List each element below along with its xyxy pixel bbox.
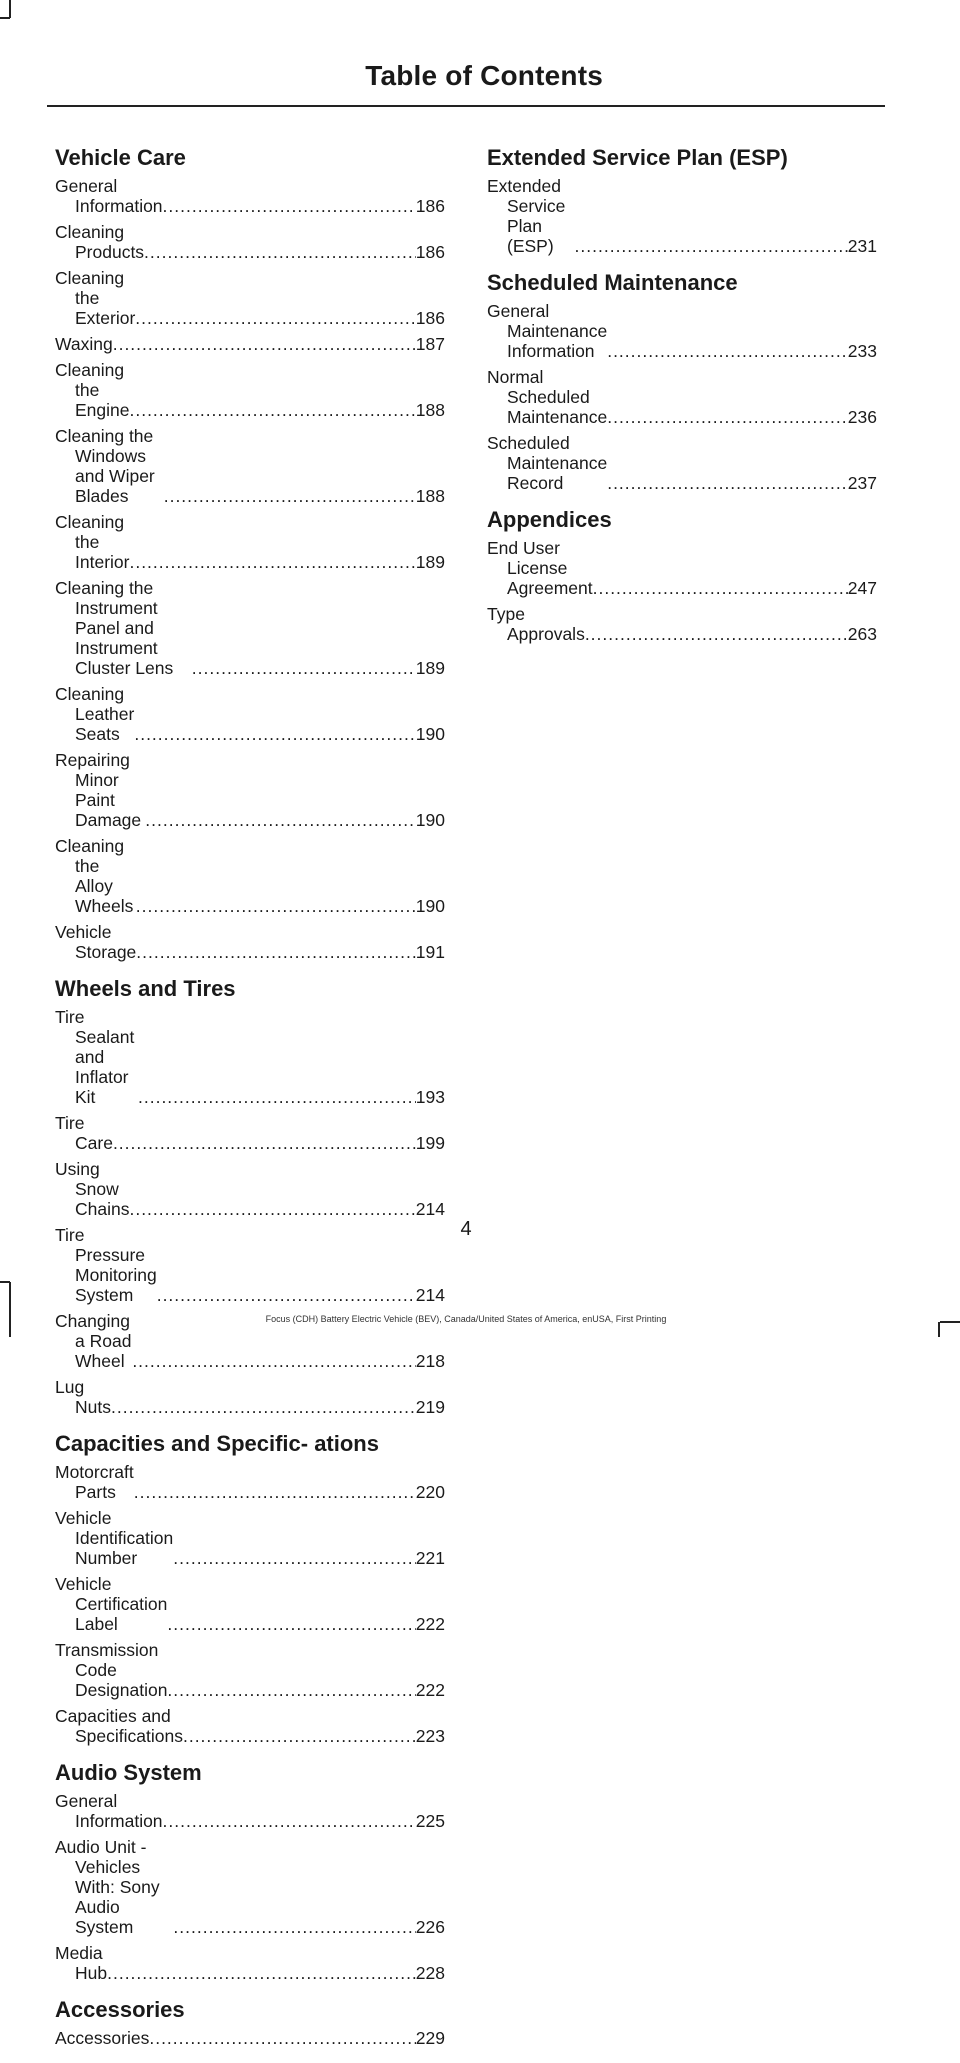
toc-entry[interactable] (55, 512, 445, 572)
toc-entry[interactable] (55, 176, 445, 216)
section-title: Capacities and Specific- ations (55, 1431, 379, 1456)
header-divider (47, 105, 885, 107)
toc-column-left (55, 146, 445, 2063)
toc-entry[interactable] (55, 222, 445, 262)
entry-title: Cleaning the Interior (55, 512, 130, 572)
dot-leader (129, 400, 415, 420)
entry-title: Vehicle Identification Number (55, 1508, 174, 1568)
dot-leader (163, 1811, 416, 1831)
entry-title: Waxing (55, 334, 113, 354)
entry-page-number: 190 (415, 896, 445, 916)
dot-leader (136, 896, 416, 916)
entry-title: Normal Scheduled Maintenance (487, 367, 608, 427)
toc-entry[interactable] (55, 1837, 445, 1937)
entry-title: Vehicle Certification Label (55, 1574, 168, 1634)
dot-leader (585, 624, 848, 644)
entry-title: Cleaning Leather Seats (55, 684, 135, 744)
toc-entry[interactable] (55, 750, 445, 830)
entry-page-number: 186 (415, 308, 445, 328)
dot-leader (167, 1614, 415, 1634)
toc-entry[interactable] (55, 1943, 445, 1983)
entry-title: Audio Unit - Vehicles With: Sony Audio System (55, 1837, 160, 1937)
dot-leader (135, 308, 416, 328)
toc-entry[interactable] (55, 268, 445, 328)
entry-page-number: 191 (415, 942, 445, 962)
dot-leader (107, 1963, 416, 1983)
entry-title: Extended Service Plan (ESP) (487, 176, 566, 256)
entry-page-number: 263 (847, 624, 877, 644)
dot-leader (164, 486, 416, 506)
dot-leader (134, 724, 415, 744)
entry-title: Cleaning the Instrument Panel and Instrument Cluster Lens (55, 578, 174, 678)
dot-leader (607, 341, 848, 361)
entry-page-number: 231 (847, 236, 877, 256)
dot-leader (113, 334, 416, 354)
entry-title: Cleaning Products (55, 222, 145, 262)
entry-page-number: 188 (415, 486, 445, 506)
section-title: Scheduled Maintenance (487, 270, 738, 295)
toc-section (487, 271, 877, 493)
entry-page-number: 186 (415, 196, 445, 216)
dot-leader (113, 1133, 416, 1153)
page-title: Table of Contents (365, 60, 603, 91)
toc-entry[interactable] (55, 426, 445, 506)
entry-page-number: 222 (415, 1680, 445, 1700)
toc-entry[interactable] (55, 2028, 445, 2048)
dot-leader (134, 1482, 416, 1502)
entry-title: Cleaning the Alloy Wheels (55, 836, 134, 916)
entry-page-number: 233 (847, 341, 877, 361)
dot-leader (163, 196, 416, 216)
toc-entry[interactable] (487, 367, 877, 427)
entry-page-number: 219 (415, 1397, 445, 1417)
entry-page-number: 229 (415, 2028, 445, 2048)
toc-entry[interactable] (487, 604, 877, 644)
entry-title: Repairing Minor Paint Damage (55, 750, 142, 830)
entry-page-number: 226 (415, 1917, 445, 1937)
toc-section (487, 146, 877, 256)
section-title: Audio System (55, 1760, 202, 1785)
toc-entry[interactable] (487, 176, 877, 256)
entry-page-number: 222 (415, 1614, 445, 1634)
toc-entry[interactable] (55, 1574, 445, 1634)
entry-title: Capacities and Specifications (55, 1706, 183, 1746)
dot-leader (145, 810, 416, 830)
toc-entry[interactable] (55, 1377, 445, 1417)
toc-entry[interactable] (487, 538, 877, 598)
entry-page-number: 189 (415, 658, 445, 678)
dot-leader (173, 1548, 416, 1568)
dot-leader (607, 473, 848, 493)
toc-entry[interactable] (55, 1159, 445, 1219)
dot-leader (129, 1199, 415, 1219)
toc-entry[interactable] (55, 1007, 445, 1107)
section-title: Accessories (55, 1997, 185, 2022)
entry-page-number: 186 (415, 242, 445, 262)
entry-page-number: 220 (415, 1482, 445, 1502)
entry-title: Scheduled Maintenance Record (487, 433, 608, 493)
entry-page-number: 228 (415, 1963, 445, 1983)
toc-entry[interactable] (55, 1640, 445, 1700)
entry-page-number: 236 (847, 407, 877, 427)
toc-entry[interactable] (55, 922, 445, 962)
dot-leader (607, 407, 848, 427)
dot-leader (144, 242, 416, 262)
entry-title: Cleaning the Windows and Wiper Blades (55, 426, 155, 506)
crop-mark (938, 1322, 940, 1337)
dot-leader (183, 1726, 416, 1746)
entry-title: Media Hub (55, 1943, 108, 1983)
section-title: Wheels and Tires (55, 976, 236, 1001)
dot-leader (129, 552, 415, 572)
dot-leader (192, 658, 416, 678)
toc-entry[interactable] (55, 1508, 445, 1568)
dot-leader (111, 1397, 416, 1417)
entry-page-number: 190 (415, 810, 445, 830)
entry-title: General Information (55, 176, 163, 216)
dot-leader (173, 1917, 415, 1937)
toc-section (55, 977, 445, 1417)
entry-title: Transmission Code Designation (55, 1640, 168, 1700)
toc-section (55, 1761, 445, 1983)
toc-entry[interactable] (55, 334, 445, 354)
entry-title: Tire Pressure Monitoring System (55, 1225, 157, 1305)
entry-title: Accessories (55, 2028, 150, 2048)
entry-title: Changing a Road Wheel (55, 1311, 132, 1371)
toc-entry[interactable] (55, 578, 445, 678)
toc-entry[interactable] (55, 1706, 445, 1746)
dot-leader (149, 2028, 415, 2048)
toc-section (487, 508, 877, 644)
entry-page-number: 221 (415, 1548, 445, 1568)
entry-page-number: 193 (415, 1087, 445, 1107)
entry-page-number: 214 (415, 1285, 445, 1305)
entry-title: Motorcraft Parts (55, 1462, 134, 1502)
crop-mark (9, 1282, 11, 1337)
dot-leader (593, 578, 848, 598)
entry-page-number: 190 (415, 724, 445, 744)
entry-page-number: 225 (415, 1811, 445, 1831)
crop-mark (9, 0, 11, 18)
entry-title: Lug Nuts (55, 1377, 111, 1417)
entry-title: Tire Care (55, 1113, 113, 1153)
entry-page-number: 199 (415, 1133, 445, 1153)
toc-entry[interactable] (487, 433, 877, 493)
entry-title: Type Approvals (487, 604, 585, 644)
entry-title: End User License Agreement (487, 538, 593, 598)
toc-section (55, 146, 445, 962)
toc-column-right (487, 146, 877, 659)
page-number: 4 (460, 1218, 472, 1240)
toc-entry[interactable] (55, 1462, 445, 1502)
entry-page-number: 237 (847, 473, 877, 493)
dot-leader (136, 942, 416, 962)
crop-mark (940, 1321, 960, 1323)
crop-mark (0, 17, 10, 19)
footer-text: Focus (CDH) Battery Electric Vehicle (BEV), Canada/United States of America, enUSA, First Printing (265, 1314, 667, 1324)
dot-leader (167, 1680, 415, 1700)
toc-section (55, 1432, 445, 1746)
dot-leader (157, 1285, 416, 1305)
section-title: Extended Service Plan (ESP) (487, 145, 788, 170)
entry-page-number: 188 (415, 400, 445, 420)
dot-leader (138, 1087, 416, 1107)
toc-entry[interactable] (55, 836, 445, 916)
toc-entry[interactable] (55, 1113, 445, 1153)
toc-entry[interactable] (487, 301, 877, 361)
section-title: Vehicle Care (55, 145, 186, 170)
entry-page-number: 223 (415, 1726, 445, 1746)
toc-section (55, 1998, 445, 2048)
entry-title: Cleaning the Exterior (55, 268, 136, 328)
entry-page-number: 247 (847, 578, 877, 598)
entry-title: General Maintenance Information (487, 301, 608, 361)
dot-leader (132, 1351, 415, 1371)
dot-leader (575, 236, 848, 256)
section-title: Appendices (487, 507, 612, 532)
entry-title: Cleaning the Engine (55, 360, 130, 420)
entry-page-number: 218 (415, 1351, 445, 1371)
entry-title: Vehicle Storage (55, 922, 137, 962)
entry-title: Using Snow Chains (55, 1159, 130, 1219)
crop-mark (0, 1281, 10, 1283)
entry-title: General Information (55, 1791, 163, 1831)
entry-title: Tire Sealant and Inflator Kit (55, 1007, 135, 1107)
entry-page-number: 187 (415, 334, 445, 354)
toc-entry[interactable] (55, 360, 445, 420)
toc-entry[interactable] (55, 1791, 445, 1831)
entry-page-number: 189 (415, 552, 445, 572)
entry-page-number: 214 (415, 1199, 445, 1219)
toc-entry[interactable] (55, 684, 445, 744)
